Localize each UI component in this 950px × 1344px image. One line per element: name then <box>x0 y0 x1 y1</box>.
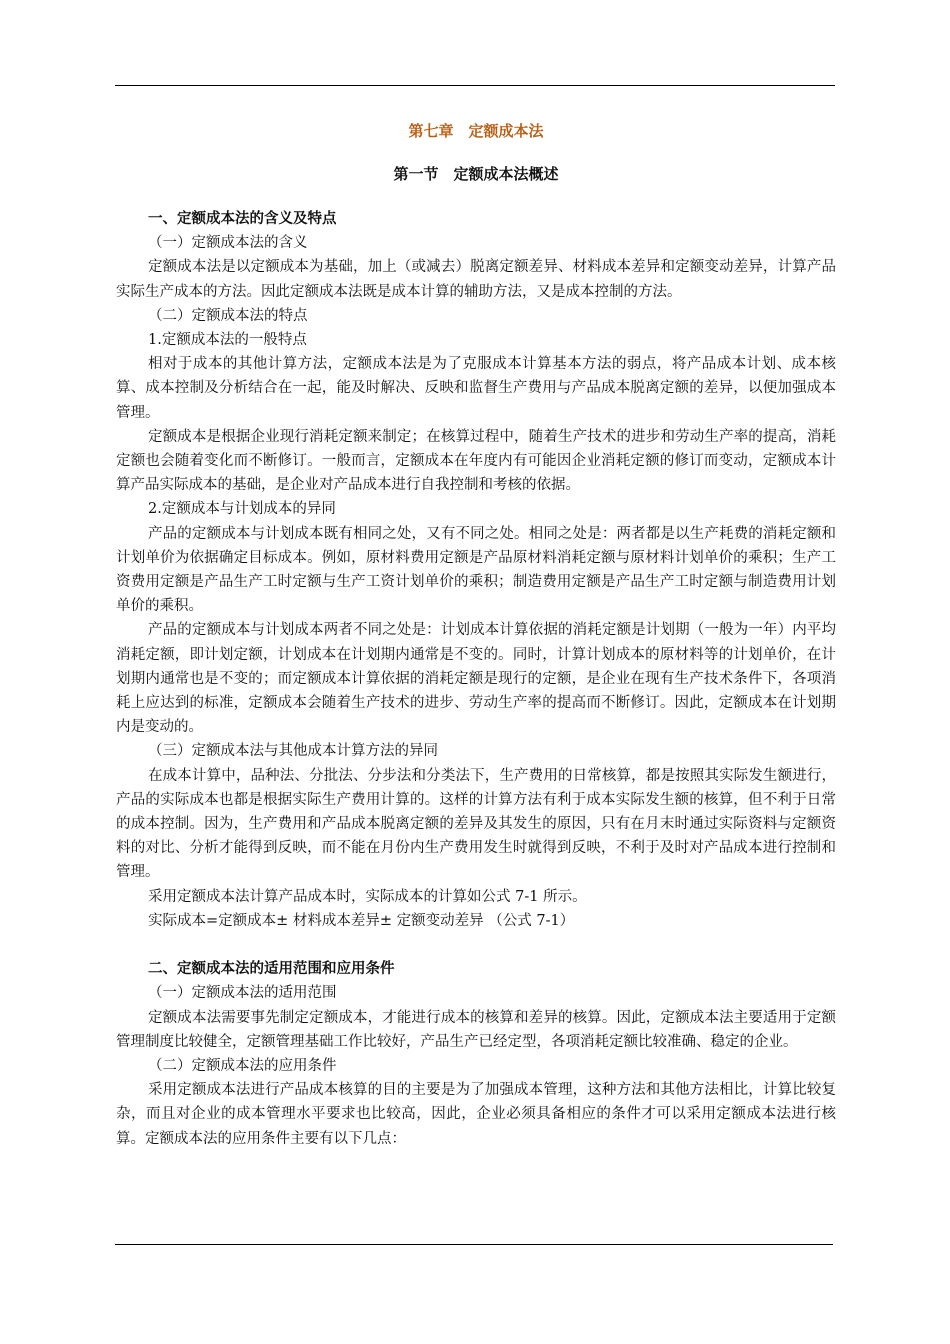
chapter-title: 第七章 定额成本法 <box>408 122 544 140</box>
section-2 <box>116 957 836 1151</box>
subheading-1-1: （一）定额成本法的含义 <box>148 235 308 252</box>
section-gap <box>116 933 836 957</box>
paragraph: 在成本计算中，品种法、分批法、分步法和分类法下，生产费用的日常核算，都是按照其实际发生额进行，产品的实际成本也都是根据实际生产费用计算的。这样的计算方法有利于成本实际发生额的核算，但不利于日常的成本控制。因为，生产费用和产品成本脱离定额的差异及其发生的原因，只有在月末时通过实际资料与定额资料的对比、分析才能得到反映，而不能在月份内生产费用发生时就得到反映，不利于及时对产品成本进行控制和管理。 <box>116 767 836 881</box>
paragraph: 产品的定额成本与计划成本两者不同之处是：计划成本计算依据的消耗定额是计划期（一般为一年）内平均消耗定额，即计划定额，计划成本在计划期内通常是不变的。同时，计算计划成本的原材料等的计划单价，在计划期内通常也是不变的；而定额成本计算依据的消耗定额是现行的定额，是企业在现有生产技术条件下，各项消耗上应达到的标准，定额成本会随着生产技术的进步、劳动生产率的提高而不断修订。因此，定额成本在计划期内是变动的。 <box>116 622 836 736</box>
formula-line: 实际成本=定额成本± 材料成本差异± 定额变动差异 （公式 7-1） <box>148 912 575 929</box>
paragraph: 采用定额成本法进行产品成本核算的目的主要是为了加强成本管理，这种方法和其他方法相比，计算比较复杂，而且对企业的成本管理水平要求也比较高，因此，企业必须具备相应的条件才可以采用定额成本法进行核算。定额成本法的应用条件主要有以下几点： <box>116 1082 836 1147</box>
header-rule <box>115 85 835 86</box>
section-title: 第一节 定额成本法概述 <box>393 165 559 183</box>
subheading-1-2: （二）定额成本法的特点 <box>148 307 308 324</box>
subheading-1-2-2: 2.定额成本与计划成本的异同 <box>148 501 336 518</box>
paragraph: 相对于成本的其他计算方法，定额成本法是为了克服成本计算基本方法的弱点，将产品成本计划、成本核算、成本控制及分析结合在一起，能及时解决、反映和监督生产费用与产品成本脱离定额的差异，以便加强成本管理。 <box>116 356 836 421</box>
subheading-2-1: （一）定额成本法的适用范围 <box>148 985 337 1002</box>
subheading-1-2-1: 1.定额成本法的一般特点 <box>148 332 307 349</box>
footer-rule <box>115 1244 833 1245</box>
document-page <box>116 118 836 1151</box>
heading-1: 一、定额成本法的含义及特点 <box>148 210 337 227</box>
paragraph: 定额成本法需要事先制定定额成本，才能进行成本的核算和差异的核算。因此，定额成本法主要适用于定额管理制度比较健全，定额管理基础工作比较好，产品生产已经定型，各项消耗定额比较准确、稳定的企业。 <box>116 1009 836 1050</box>
paragraph: 采用定额成本法计算产品成本时，实际成本的计算如公式 7-1 所示。 <box>148 888 587 905</box>
paragraph: 产品的定额成本与计划成本既有相同之处，又有不同之处。相同之处是：两者都是以生产耗费的消耗定额和计划单价为依据确定目标成本。例如，原材料费用定额是产品原材料消耗定额与原材料计划单价的乘积；生产工资费用定额是产品生产工时定额与生产工资计划单价的乘积；制造费用定额是产品生产工时定额与制造费用计划单价的乘积。 <box>116 525 836 615</box>
section-1 <box>116 207 836 933</box>
subheading-1-3: （三）定额成本法与其他成本计算方法的异同 <box>148 743 438 760</box>
paragraph: 定额成本法是以定额成本为基础，加上（或减去）脱离定额差异、材料成本差异和定额变动差异，计算产品实际生产成本的方法。因此定额成本法既是成本计算的辅助方法，又是成本控制的方法。 <box>116 259 836 300</box>
paragraph: 定额成本是根据企业现行消耗定额来制定；在核算过程中，随着生产技术的进步和劳动生产率的提高，消耗定额也会随着变化而不断修订。一般而言，定额成本在年度内有可能因企业消耗定额的修订而变动，定额成本计算产品实际成本的基础，是企业对产品成本进行自我控制和考核的依据。 <box>116 428 836 494</box>
subheading-2-2: （二）定额成本法的应用条件 <box>148 1057 337 1074</box>
heading-2: 二、定额成本法的适用范围和应用条件 <box>148 960 395 978</box>
